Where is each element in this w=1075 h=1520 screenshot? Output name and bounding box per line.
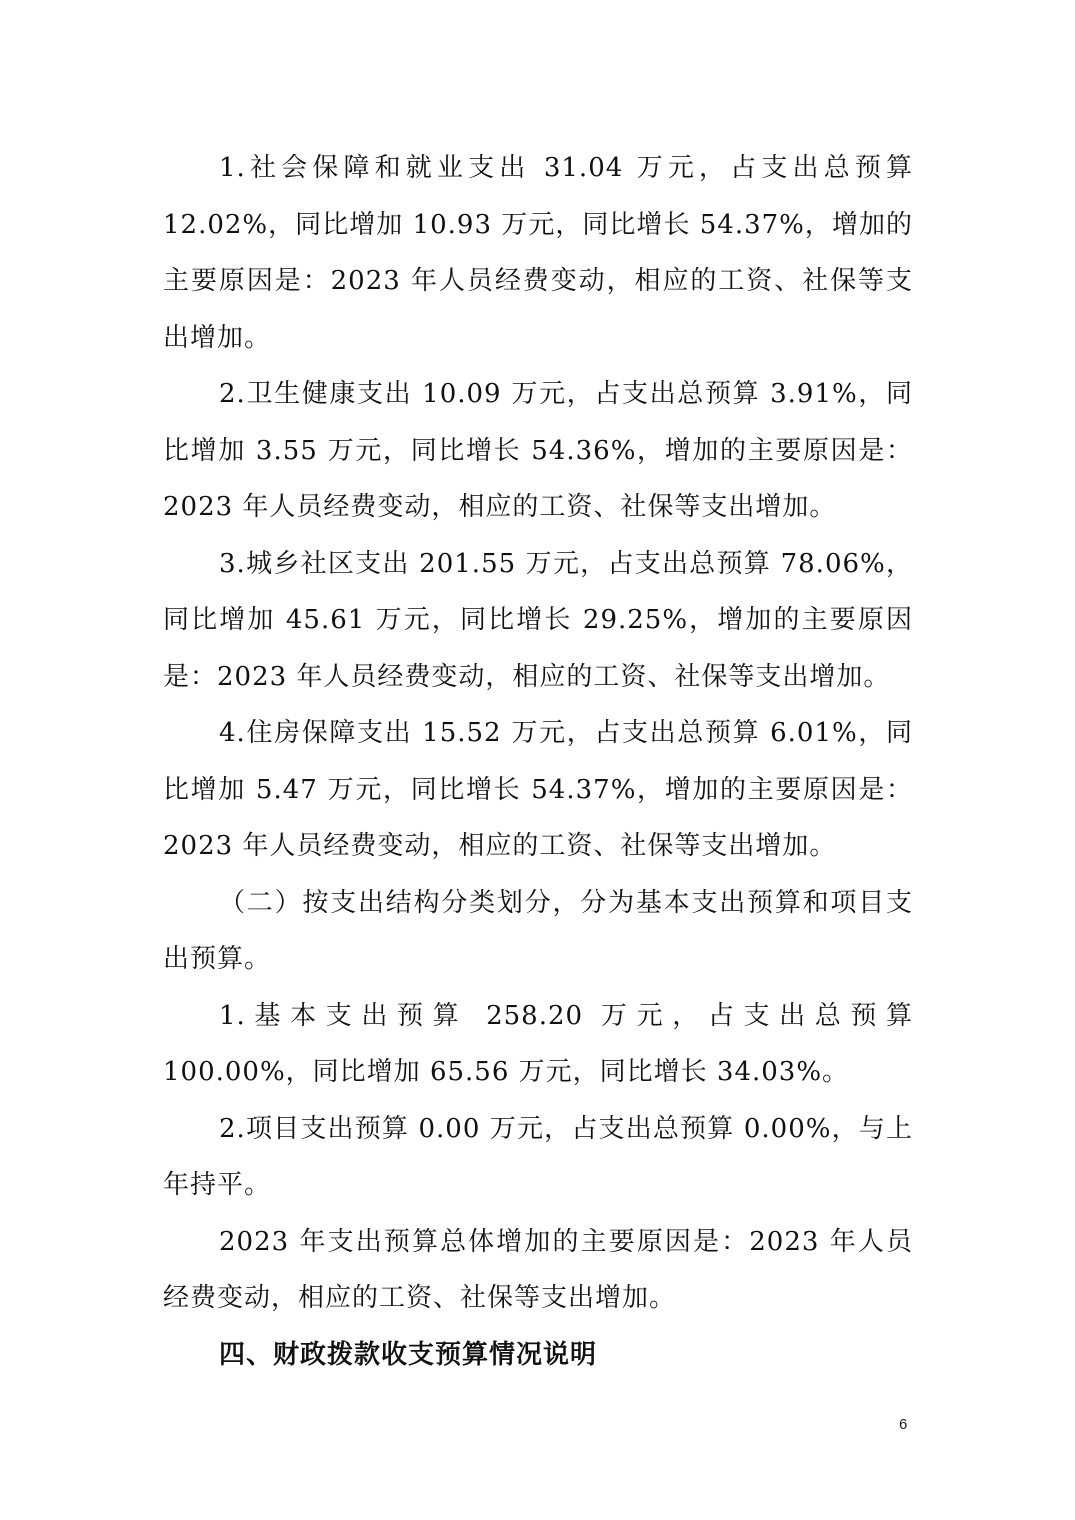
section-heading: 四、财政拨款收支预算情况说明 xyxy=(219,1339,598,1370)
paragraph-urban-rural: 3.城乡社区支出 201.55 万元，占支出总预算 78.06%，同比增加 45.61 万元，同比增长 29.25%，增加的主要原因是：2023 年人员经费变动，相应的工资、社保等支出增加。 xyxy=(163,548,913,692)
page-number: 6 xyxy=(899,1416,908,1433)
paragraph-basic-expenditure: 1.基本支出预算 258.20 万元，占支出总预算 100.00%，同比增加 65.56 万元，同比增长 34.03%。 xyxy=(163,1000,913,1087)
paragraph-overall-increase: 2023 年支出预算总体增加的主要原因是：2023 年人员经费变动，相应的工资、社保等支出增加。 xyxy=(163,1226,913,1313)
paragraph-structure-classification: （二）按支出结构分类划分，分为基本支出预算和项目支出预算。 xyxy=(163,887,913,974)
paragraph-social-security: 1.社会保障和就业支出 31.04 万元，占支出总预算12.02%，同比增加 10.93 万元，同比增长 54.37%，增加的主要原因是：2023 年人员经费变动，相应的工资、社保等支出增加。 xyxy=(163,153,913,353)
paragraph-housing: 4.住房保障支出 15.52 万元，占支出总预算 6.01%，同比增加 5.47 万元，同比增长 54.37%，增加的主要原因是：2023 年人员经费变动，相应的工资、社保等支出增加。 xyxy=(163,718,913,861)
paragraph-health: 2.卫生健康支出 10.09 万元，占支出总预算 3.91%，同比增加 3.55 万元，同比增长 54.36%，增加的主要原因是：2023 年人员经费变动，相应的工资、社保等支出增加。 xyxy=(163,379,913,522)
paragraph-project-expenditure: 2.项目支出预算 0.00 万元，占支出总预算 0.00%，与上年持平。 xyxy=(163,1113,913,1200)
document-page xyxy=(163,140,913,1383)
